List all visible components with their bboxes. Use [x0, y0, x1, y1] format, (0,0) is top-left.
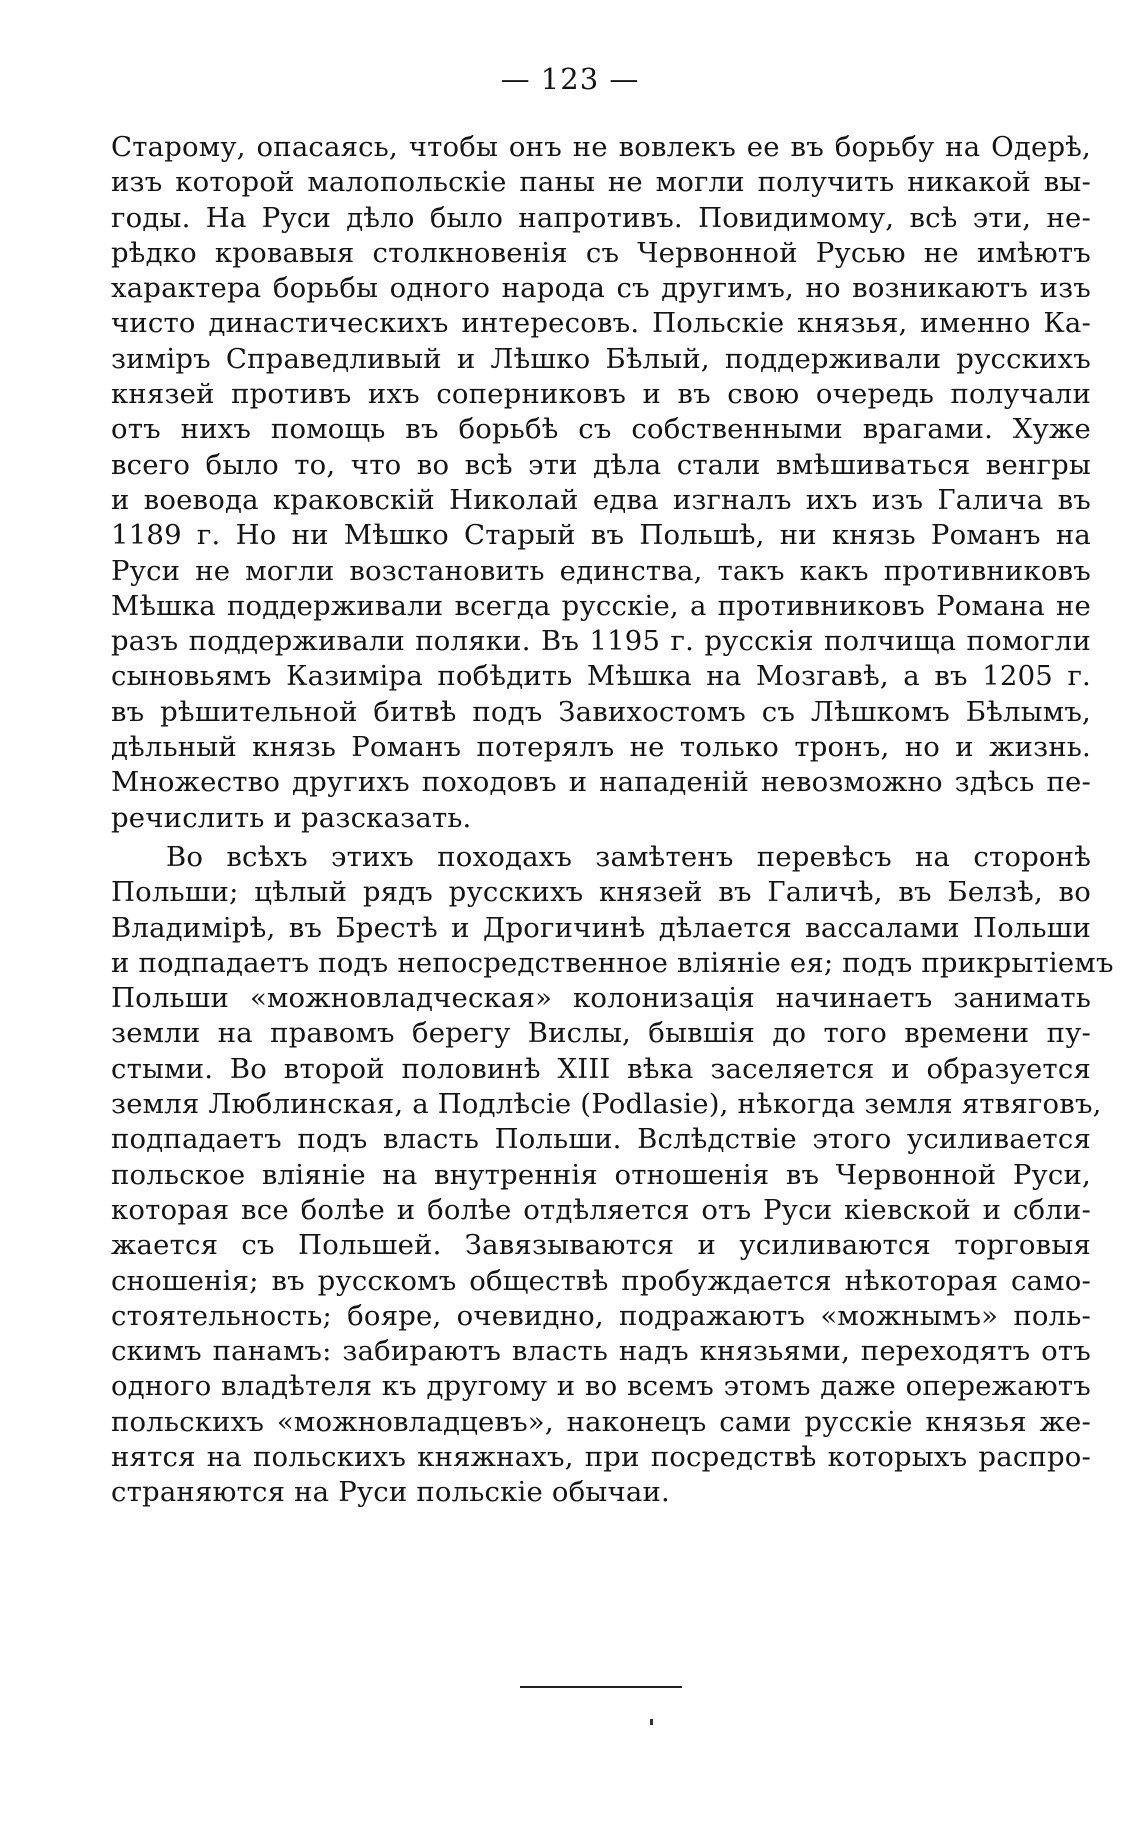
text-line: 1189 г. Но ни Мѣшко Старый въ Польшѣ, ни князь Романъ на	[111, 519, 1091, 552]
text-line: Польши; цѣлый рядъ русскихъ князей въ Галичѣ, въ Белзѣ, во	[111, 876, 1091, 909]
text-line: разъ поддерживали поляки. Въ 1195 г. русскія полчища помогли	[111, 625, 1091, 658]
text-line: которая все болѣе и болѣе отдѣляется отъ Руси кіевской и сбли-	[111, 1193, 1091, 1226]
text-line: польскихъ «можновладцевъ», наконецъ сами русскіе князья же-	[111, 1405, 1091, 1438]
text-line: сыновьямъ Казиміра побѣдить Мѣшка на Мозгавѣ, а въ 1205 г.	[111, 660, 1091, 693]
text-line: чисто династическихъ интересовъ. Польскіе князья, именно Ка-	[111, 307, 1091, 340]
text-line: князей противъ ихъ соперниковъ и въ свою очередь получали	[111, 378, 1091, 411]
text-line: Множество другихъ походовъ и нападеній невозможно здѣсь пе-	[111, 766, 1091, 799]
text-line: характера борьбы одного народа съ другимъ, но возникаютъ изъ	[111, 272, 1091, 305]
paragraph-2	[111, 840, 1114, 1511]
text-line: изъ которой малопольскіе паны не могли получить никакой вы-	[111, 166, 1091, 199]
text-line: одного владѣтеля къ другому и во всемъ этомъ даже опережаютъ	[111, 1370, 1091, 1403]
text-line: рѣдко кровавыя столкновенія съ Червонной Русью не имѣютъ	[111, 236, 1091, 269]
text-line: Во всѣхъ этихъ походахъ замѣтенъ перевѣсъ на сторонѣ	[166, 840, 1091, 873]
main-text	[111, 130, 1114, 1511]
text-line: страняются на Руси польскіе обычаи.	[111, 1476, 670, 1509]
text-line: сношенія; въ русскомъ обществѣ пробуждается нѣкоторая само-	[111, 1264, 1091, 1297]
text-line: стоятельность; бояре, очевидно, подражаютъ «можнымъ» поль-	[111, 1299, 1091, 1332]
text-line: Польши «можновладческая» колонизація начинаетъ занимать	[111, 982, 1091, 1015]
text-line: скимъ панамъ: забираютъ власть надъ князьями, переходятъ отъ	[111, 1335, 1091, 1368]
text-line: стыми. Во второй половинѣ XIII вѣка заселяется и образуется	[111, 1052, 1091, 1085]
text-line: всего было то, что во всѣ эти дѣла стали вмѣшиваться венгры	[111, 448, 1091, 481]
text-line: Старому, опасаясь, чтобы онъ не вовлекъ ее въ борьбу на Одерѣ,	[111, 131, 1091, 163]
text-line: годы. На Руси дѣло было напротивъ. Повидимому, всѣ эти, не-	[111, 201, 1091, 234]
text-line: Владимірѣ, въ Брестѣ и Дрогичинѣ дѣлается вассалами Польши	[111, 911, 1091, 944]
text-line: отъ нихъ помощь въ борьбѣ съ собственными врагами. Хуже	[111, 413, 1091, 446]
text-line: Мѣшка поддерживали всегда русскіе, а противниковъ Романа не	[111, 589, 1091, 622]
text-line: польское вліяніе на внутреннія отношенія въ Червонной Руси,	[111, 1158, 1091, 1191]
text-line: въ рѣшительной битвѣ подъ Завихостомъ съ Лѣшкомъ Бѣлымъ,	[111, 695, 1091, 728]
text-line: жается съ Польшей. Завязываются и усиливаются торговыя	[111, 1229, 1091, 1262]
text-line: и воевода краковскій Николай едва изгналъ ихъ изъ Галича въ	[111, 483, 1091, 516]
end-rule-divider	[520, 1686, 682, 1688]
text-line: дѣльный князь Романъ потерялъ не только тронъ, но и жизнь.	[111, 731, 1091, 764]
print-speck	[650, 1719, 653, 1725]
text-line: земли на правомъ берегу Вислы, бывшія до того времени пу-	[111, 1017, 1091, 1050]
text-line: зиміръ Справедливый и Лѣшко Бѣлый, поддерживали русскихъ	[111, 342, 1091, 375]
text-line: Руси не могли возстановить единства, такъ какъ противниковъ	[111, 554, 1091, 587]
paragraph-1	[111, 130, 1091, 836]
page-number: — 123 —	[500, 62, 640, 96]
text-line: земля Люблинская, а Подлѣсіе (Podlasie), нѣкогда земля ятвяговъ,	[111, 1088, 1102, 1121]
text-line: нятся на польскихъ княжнахъ, при посредствѣ которыхъ распро-	[111, 1440, 1091, 1473]
text-line: и подпадаетъ подъ непосредственное вліяніе ея; подъ прикрытіемъ	[111, 946, 1114, 979]
text-line: речислить и разсказать.	[111, 801, 472, 834]
text-line: подпадаетъ подъ власть Польши. Вслѣдствіе этого усиливается	[111, 1123, 1091, 1156]
